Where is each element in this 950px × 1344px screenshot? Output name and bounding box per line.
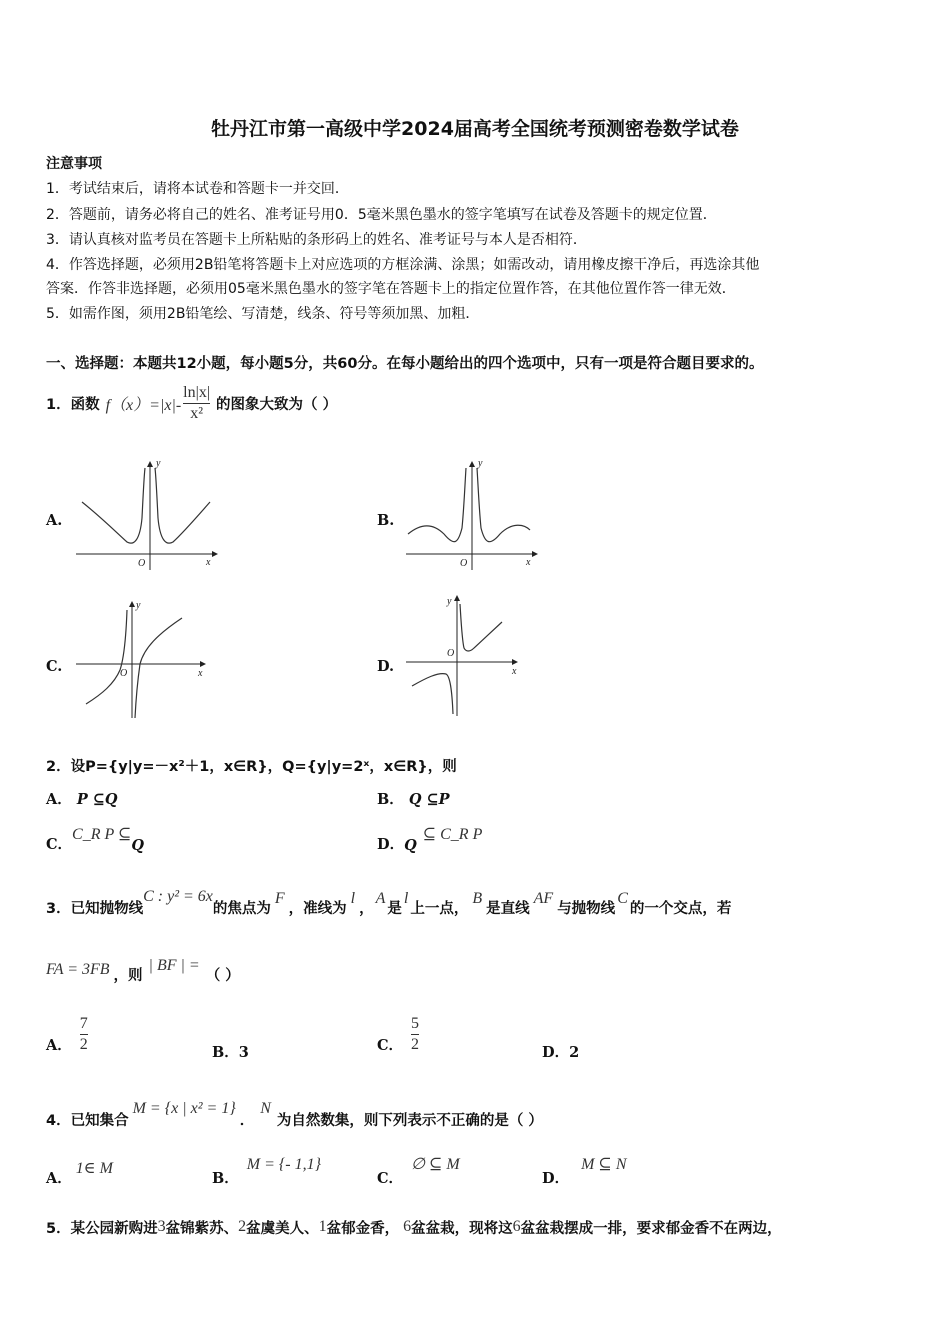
question-5: [46, 1214, 782, 1240]
question-2: 2．设P={y|y=－x²＋1，x∈R}，Q={y|y=2ˣ，x∈R}，则: [46, 759, 457, 775]
axis-y-label: y: [136, 600, 141, 611]
q3-option-c: [377, 1014, 419, 1055]
axis-origin-label: O: [447, 648, 455, 659]
q4-text: 为自然数集，则下列表示不正确的是（ ）: [276, 1113, 543, 1129]
q3-math: B: [472, 890, 483, 907]
q2-option-d-head: Q: [404, 837, 417, 854]
q5-text: 5．某公园新购进: [46, 1220, 158, 1237]
numerator: 7: [79, 1015, 88, 1032]
q4-text: ．: [239, 1113, 255, 1129]
q1-option-a-label: A.: [46, 512, 63, 529]
q4-option-d-label: D．: [542, 1170, 570, 1187]
q5-number: 1: [318, 1218, 327, 1235]
numerator: 5: [411, 1015, 420, 1032]
q3-math: A: [375, 890, 386, 907]
q2-option-b: [377, 788, 450, 809]
q3-parabola: C : y² = 6x: [143, 888, 213, 905]
q3-option-b: B．3: [212, 1044, 249, 1061]
axis-x-label: x: [198, 668, 203, 679]
q2-option-c-tail: Q: [131, 837, 145, 854]
q3-math: F: [274, 890, 285, 907]
q3-text: 上一点，: [410, 901, 469, 917]
q3-text: ，准线为: [288, 901, 347, 917]
q3-math: AF: [533, 890, 554, 907]
axis-origin-label: O: [138, 558, 146, 569]
q2-option-b-text: Q ⊆P: [408, 791, 450, 808]
q3-option-a-label: A．: [46, 1037, 72, 1054]
q2-option-a-text: P ⊆Q: [76, 791, 118, 808]
axis-y-label: y: [447, 596, 452, 607]
q4-option-a-math: 1∈ M: [75, 1160, 113, 1177]
q3-option-c-fraction: [411, 1014, 419, 1055]
q3-condition: [46, 955, 240, 985]
note-item: 3．请认真核对监考员在答题卡上所粘贴的条形码上的姓名、准考证号与本人是否相符．: [46, 232, 587, 248]
q1-denominator: x²: [183, 403, 210, 424]
q1-fraction: [183, 383, 210, 424]
q4-option-a-label: A．: [46, 1170, 72, 1187]
q4-option-c-math: ∅ ⊆ M: [411, 1156, 460, 1173]
q3-text: 3．已知抛物线: [46, 901, 144, 917]
page-title: 牡丹江市第一高级中学2024届高考全国统考预测密卷数学试卷: [211, 118, 739, 140]
note-item: 5．如需作图，须用2B铅笔绘、写清楚，线条、符号等须加黑、加粗．: [46, 306, 480, 322]
q5-number: 2: [238, 1218, 247, 1235]
q1-graph-c: [72, 598, 222, 723]
note-item: 答案．作答非选择题，必须用05毫米黑色墨水的签字笔在答题卡上的指定位置作答，在其他位置作答一律无效．: [46, 281, 736, 297]
q3-option-d: D．2: [542, 1044, 580, 1061]
axis-origin-label: O: [120, 668, 128, 679]
notes-heading: 注意事项: [46, 156, 102, 172]
q4-option-d: [542, 1158, 626, 1188]
q4-option-c: [377, 1158, 460, 1188]
q4-option-a: [46, 1158, 113, 1188]
question-3: [46, 882, 731, 918]
q3-vector-condition: FA = 3FB: [46, 961, 110, 978]
q3-math: C: [617, 890, 628, 907]
denominator: 2: [411, 1036, 420, 1053]
q3-text: 的一个交点，若: [629, 901, 732, 917]
q5-number: 3: [157, 1218, 166, 1235]
q2-option-b-label: B．: [377, 791, 404, 808]
q5-text: 盆虞美人、: [246, 1220, 319, 1237]
q4-option-d-math: M ⊆ N: [581, 1156, 627, 1173]
q2-option-d-label: D．: [377, 836, 405, 853]
axis-y-label: y: [478, 458, 483, 469]
q5-text: 盆盆栽摆成一排，要求郁金香不在两边，: [520, 1220, 782, 1237]
axis-x-label: x: [206, 557, 211, 568]
q4-set-n: N: [260, 1100, 271, 1117]
note-item: 2．答题前，请务必将自己的姓名、准考证号用0．5毫米黑色墨水的签字笔填写在试卷及答题卡的规定位置．: [46, 207, 717, 223]
axis-origin-label: O: [460, 558, 468, 569]
q1-suffix: 的图象大致为（ ）: [216, 396, 338, 413]
q2-option-c-math: C_R P ⊆: [72, 826, 132, 843]
section-heading: 一、选择题：本题共12小题，每小题5分，共60分。在每小题给出的四个选项中，只有一项是符合题目要求的。: [46, 356, 764, 372]
q4-option-b-label: B．: [212, 1170, 239, 1187]
q3-text: 的焦点为: [212, 901, 271, 917]
q3-math: | BF | =: [148, 957, 200, 974]
q1-function: f（x）=|x|-: [105, 396, 182, 414]
q2-option-c-label: C．: [46, 836, 73, 853]
q2-option-a-label: A．: [46, 791, 72, 808]
q2-option-a: [46, 788, 118, 809]
q3-option-a: [46, 1014, 88, 1055]
question-1: [46, 380, 337, 426]
q4-text: 4．已知集合: [46, 1113, 129, 1129]
q3-math: l: [403, 890, 409, 907]
axis-x-label: x: [526, 557, 531, 568]
q5-text: 盆锦紫苏、: [165, 1220, 239, 1237]
q1-graph-b: [402, 458, 552, 573]
q1-graph-a: [72, 458, 222, 573]
q1-option-d-label: D.: [377, 658, 395, 675]
q1-numerator: ln|x|: [183, 383, 211, 401]
q3-option-c-label: C．: [377, 1037, 404, 1054]
q3-text: ，: [359, 901, 374, 917]
q4-set-m: M = {x | x² = 1}: [132, 1100, 236, 1117]
q3-text: ，则: [113, 968, 143, 984]
q5-text: 盆郁金香，: [326, 1220, 400, 1237]
q2-option-c: [46, 824, 144, 854]
axis-x-label: x: [512, 666, 517, 677]
q2-option-d: [377, 824, 482, 854]
q1-graph-d: [402, 590, 552, 720]
axis-y-label: y: [156, 458, 161, 469]
q1-prefix: 1．函数: [46, 396, 100, 413]
question-4: [46, 1098, 543, 1130]
q3-text: （ ）: [205, 968, 240, 984]
q5-number: 6: [512, 1218, 521, 1235]
q4-option-c-label: C．: [377, 1170, 404, 1187]
q5-text: 盆盆栽，现将这: [411, 1220, 513, 1237]
q1-option-b-label: B.: [377, 512, 395, 529]
note-item: 4．作答选择题，必须用2B铅笔将答题卡上对应选项的方框涂满、涂黑；如需改动，请用橡皮擦干净后，再选涂其他: [46, 257, 760, 273]
q1-option-c-label: C.: [46, 658, 63, 675]
q4-option-b: [212, 1158, 321, 1188]
denominator: 2: [79, 1036, 88, 1053]
q2-option-d-math: ⊆ C_R P: [422, 826, 483, 843]
q3-option-a-fraction: [80, 1014, 88, 1055]
q3-text: 是: [387, 901, 402, 917]
q3-math: l: [350, 890, 356, 907]
q3-text: 是直线: [486, 901, 530, 917]
q4-option-b-math: M = {- 1,1}: [246, 1156, 322, 1173]
note-item: 1．考试结束后，请将本试卷和答题卡一并交回．: [46, 181, 349, 197]
q3-text: 与抛物线: [557, 901, 616, 917]
q5-number: 6: [403, 1218, 412, 1235]
